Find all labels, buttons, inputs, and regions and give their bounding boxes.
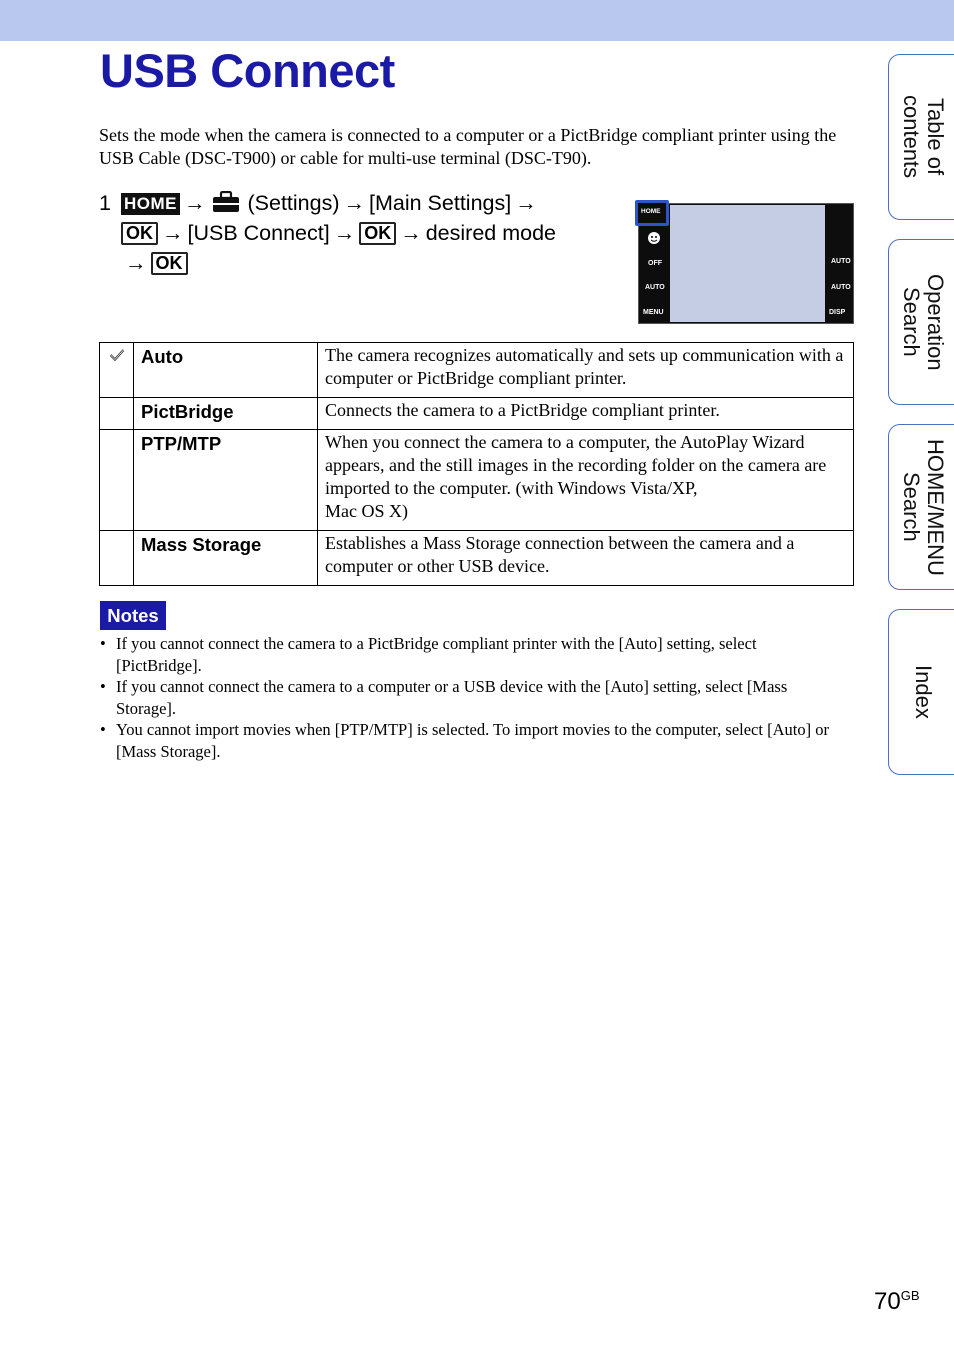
ok-button-icon: OK (121, 222, 158, 245)
table-row (100, 430, 854, 531)
default-mark-cell (100, 398, 134, 430)
step-number: 1 (99, 191, 111, 215)
arrow-icon: → (333, 221, 356, 245)
mode-description: When you connect the camera to a computer, the AutoPlay Wizard appears, and the still images in the recording folder on the camera are imported to the computer. (with Windows Vista/XP, (325, 432, 827, 498)
usb-connect-label: [USB Connect] (187, 221, 330, 245)
disp-mini-label: DISP (829, 309, 846, 316)
face-icon (647, 231, 661, 245)
step-instructions (99, 188, 619, 278)
mode-name: Mass Storage (134, 531, 318, 586)
default-mark-cell (100, 531, 134, 586)
tab-label: HOME/MENU Search (899, 438, 948, 576)
arrow-icon: → (515, 191, 537, 215)
tab-index[interactable] (888, 609, 954, 775)
mode-name: PictBridge (134, 398, 318, 430)
intro-text: Sets the mode when the camera is connected to a computer or a PictBridge compliant printer using the USB Cable (DSC-T900) or cable for multi-use terminal (DSC-T90). (99, 125, 837, 168)
settings-label: (Settings) (247, 191, 340, 215)
menu-mini-label: MENU (643, 309, 664, 316)
tab-label: Operation Search (899, 273, 948, 371)
tab-label: Index (911, 665, 936, 719)
arrow-icon: → (343, 191, 365, 215)
arrow-icon: → (125, 251, 147, 275)
arrow-icon: → (162, 221, 184, 245)
mode-name: Auto (134, 343, 318, 398)
checkmark-icon (109, 348, 125, 362)
mode-table (99, 342, 854, 586)
scene-auto-icon: AUTO (645, 284, 665, 291)
default-mark-cell (100, 343, 134, 398)
note-item: • You cannot import movies when [PTP/MTP] is selected. To import movies to the computer, select [Auto] or [Mass Storage]. (99, 719, 839, 762)
page-title: USB Connect (100, 44, 395, 97)
mode-description: The camera recognizes automatically and sets up communication with a computer or PictBridge compliant printer. (318, 343, 854, 398)
page-number-value: 70 (874, 1288, 901, 1315)
page-number (874, 1288, 920, 1316)
macro-auto-icon: AUTO (831, 284, 851, 291)
camera-screen-illustration (638, 203, 854, 324)
tab-table-of-contents[interactable] (888, 54, 954, 220)
notes-badge: Notes (100, 601, 166, 630)
desired-mode-label: desired mode (425, 221, 556, 245)
page-number-suffix: GB (900, 1288, 920, 1303)
mode-description: Establishes a Mass Storage connection between the camera and a computer or other USB device. (318, 531, 854, 586)
mode-name: PTP/MTP (134, 430, 318, 531)
smile-off-icon: OFF (648, 260, 662, 267)
default-mark-cell (100, 430, 134, 531)
arrow-icon: → (184, 191, 206, 215)
main-settings-label: [Main Settings] (369, 191, 512, 215)
tab-label: Table of contents (899, 95, 948, 179)
header-band (0, 0, 954, 41)
mode-description-cell (318, 430, 854, 531)
ok-button-icon: OK (359, 222, 396, 245)
settings-toolbox-icon (212, 191, 240, 213)
tab-home-menu-search[interactable] (888, 424, 954, 590)
tab-operation-search[interactable] (888, 239, 954, 405)
table-row (100, 398, 854, 430)
ok-button-icon: OK (151, 252, 188, 275)
lcd-display (670, 205, 825, 322)
mode-description-cont: Mac OS X) (325, 501, 408, 521)
arrow-icon: → (400, 221, 422, 245)
home-selected-icon (635, 200, 669, 226)
flash-auto-icon: AUTO (831, 258, 851, 265)
home-mini-label: HOME (641, 208, 661, 215)
notes-list (99, 633, 839, 762)
table-row (100, 531, 854, 586)
note-item: • If you cannot connect the camera to a computer or a USB device with the [Auto] setting, select [Mass Storage]. (99, 676, 839, 719)
table-row (100, 343, 854, 398)
mode-description: Connects the camera to a PictBridge compliant printer. (318, 398, 854, 430)
note-item: • If you cannot connect the camera to a PictBridge compliant printer with the [Auto] setting, select [PictBridge]. (99, 633, 839, 676)
home-button-icon: HOME (121, 193, 180, 215)
